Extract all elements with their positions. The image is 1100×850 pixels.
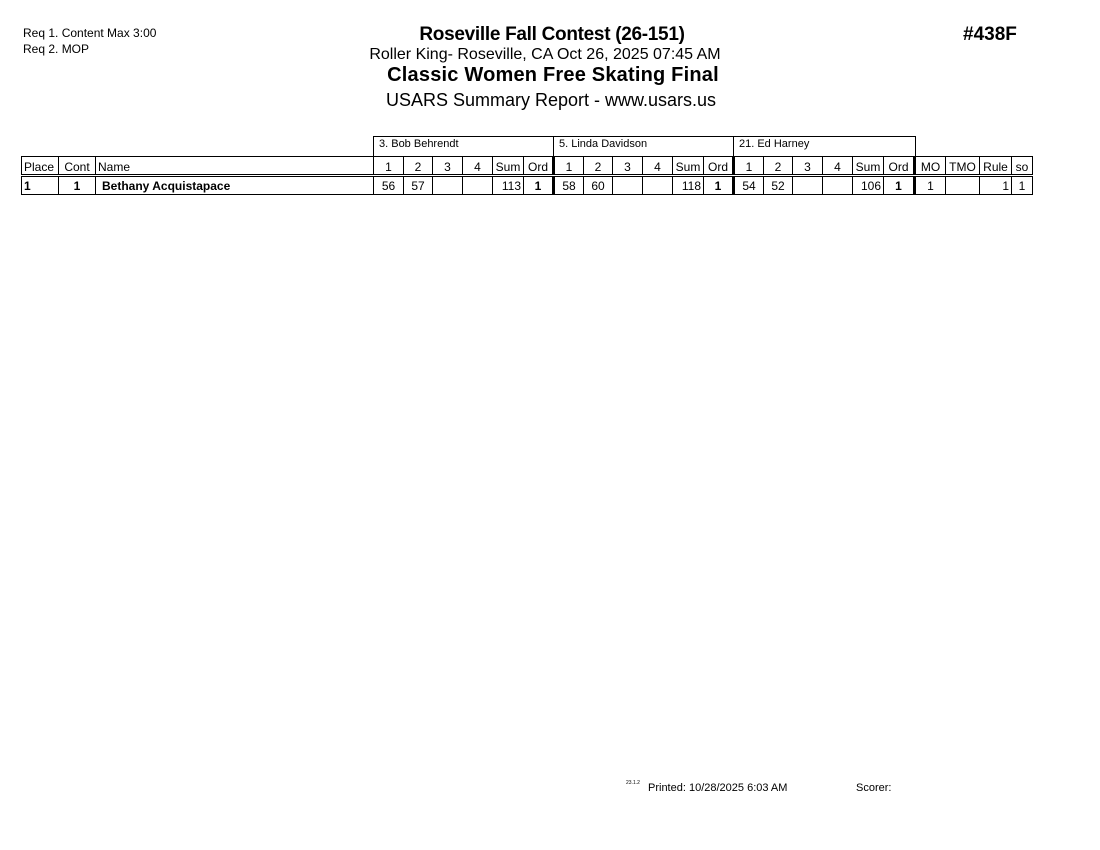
- col-j1-s4: 4: [463, 157, 493, 176]
- contest-title: Roseville Fall Contest (26-151): [419, 24, 685, 45]
- cell-rule: 1: [980, 176, 1012, 195]
- cell-j2-ord: 1: [704, 176, 734, 195]
- cell-name: Bethany Acquistapace: [96, 176, 374, 195]
- col-j2-ord: Ord: [704, 157, 734, 176]
- cell-j1-s3: [433, 176, 463, 195]
- col-j1-s3: 3: [433, 157, 463, 176]
- col-j3-s3: 3: [793, 157, 823, 176]
- cell-j2-s1: 58: [554, 176, 584, 195]
- col-j2-s2: 2: [584, 157, 613, 176]
- location-date: Roller King- Roseville, CA Oct 26, 2025 07:45 AM: [369, 46, 721, 63]
- col-j3-s2: 2: [764, 157, 793, 176]
- col-j2-s4: 4: [643, 157, 673, 176]
- event-number: #438F: [963, 24, 1017, 45]
- table-row: [22, 176, 1033, 195]
- col-j3-s1: 1: [734, 157, 764, 176]
- judge-3-header: 21. Ed Harney: [733, 136, 916, 156]
- col-mo: MO: [915, 157, 946, 176]
- cell-j1-s4: [463, 176, 493, 195]
- cell-j3-s1: 54: [734, 176, 764, 195]
- col-j1-ord: Ord: [524, 157, 554, 176]
- cell-cont: 1: [59, 176, 96, 195]
- header-row: [22, 157, 1033, 176]
- col-j3-sum: Sum: [853, 157, 884, 176]
- report-title: USARS Summary Report - www.usars.us: [385, 90, 717, 110]
- cell-mo: 1: [915, 176, 946, 195]
- cell-j1-ord: 1: [524, 176, 554, 195]
- requirement-1: Req 1. Content Max 3:00: [23, 26, 157, 40]
- printed-timestamp: Printed: 10/28/2025 6:03 AM: [648, 782, 788, 794]
- version-stamp: 23.1.2: [626, 780, 640, 786]
- cell-j3-s4: [823, 176, 853, 195]
- judge-2-header: 5. Linda Davidson: [553, 136, 734, 156]
- cell-j3-sum: 106: [853, 176, 884, 195]
- cell-j2-s4: [643, 176, 673, 195]
- col-j3-s4: 4: [823, 157, 853, 176]
- cell-tmo: [946, 176, 980, 195]
- col-j3-ord: Ord: [884, 157, 915, 176]
- col-j2-sum: Sum: [673, 157, 704, 176]
- col-j2-s3: 3: [613, 157, 643, 176]
- cell-j2-sum: 118: [673, 176, 704, 195]
- cell-place: 1: [22, 176, 59, 195]
- requirement-2: Req 2. MOP: [23, 42, 90, 56]
- col-j2-s1: 1: [554, 157, 584, 176]
- col-name: Name: [96, 157, 374, 176]
- col-j1-sum: Sum: [493, 157, 524, 176]
- event-title: Classic Women Free Skating Final: [387, 64, 719, 86]
- judge-header-end: [915, 136, 916, 156]
- col-j1-s2: 2: [404, 157, 433, 176]
- results-table: [21, 156, 1033, 195]
- cell-j3-s3: [793, 176, 823, 195]
- cell-so: 1: [1012, 176, 1033, 195]
- col-so: so: [1012, 157, 1033, 176]
- col-place: Place: [22, 157, 59, 176]
- cell-j1-s1: 56: [374, 176, 404, 195]
- cell-j1-sum: 113: [493, 176, 524, 195]
- cell-j2-s2: 60: [584, 176, 613, 195]
- cell-j3-s2: 52: [764, 176, 793, 195]
- cell-j2-s3: [613, 176, 643, 195]
- col-rule: Rule: [980, 157, 1012, 176]
- cell-j1-s2: 57: [404, 176, 433, 195]
- col-j1-s1: 1: [374, 157, 404, 176]
- col-cont: Cont: [59, 157, 96, 176]
- judge-1-header: 3. Bob Behrendt: [373, 136, 554, 156]
- scorer-label: Scorer:: [856, 782, 892, 794]
- cell-j3-ord: 1: [884, 176, 915, 195]
- col-tmo: TMO: [946, 157, 980, 176]
